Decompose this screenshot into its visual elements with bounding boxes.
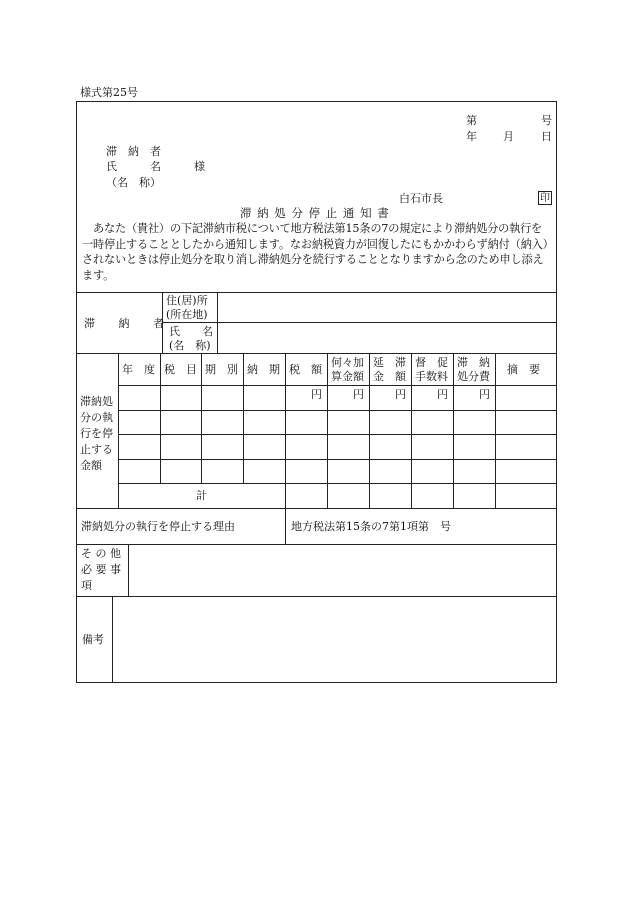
divider: [160, 353, 161, 483]
addressee-line3: （名 称）: [106, 176, 161, 189]
divider: [76, 508, 557, 509]
header-surcharge-1: 何々加: [331, 356, 364, 369]
date-day: 日: [541, 130, 552, 143]
other-label-3: 項: [81, 579, 92, 592]
unit-yen: 円: [353, 388, 364, 401]
amount-side-label-2: 分の執: [80, 411, 113, 424]
notice-body: あなた（貴社）の下記滞納市税について地方税法第15条の7の規定により滞納処分の執行を一時停止することとしたから通知します。なお納税資力が回復したにもかかわらず納付（納入）されないときは停止処分を取り消し滞納処分を続行することとなりますから念のため申し添えます。: [82, 222, 548, 282]
date-year: 年: [466, 130, 477, 143]
header-remarks: 摘 要: [507, 363, 540, 376]
name-label-1: 氏 名: [169, 325, 213, 338]
header-tax-item: 税 目: [164, 363, 197, 376]
header-delinquency-2: 金 額: [373, 370, 406, 383]
divider: [453, 353, 454, 508]
divider: [118, 483, 557, 484]
divider: [243, 353, 244, 483]
number-label-left: 第: [466, 114, 477, 127]
seal-icon: 印: [540, 193, 550, 204]
divider: [128, 544, 129, 596]
divider: [76, 292, 557, 293]
remarks-label: 備考: [82, 633, 104, 646]
unit-yen: 円: [395, 388, 406, 401]
divider: [76, 353, 557, 354]
amount-side-label-4: 止する: [80, 443, 113, 456]
amount-side-label-3: 行を停: [80, 427, 113, 440]
unit-yen: 円: [479, 388, 490, 401]
reason-label: 滞納処分の執行を停止する理由: [81, 520, 235, 533]
other-label-1: そ の 他: [81, 547, 121, 560]
divider: [76, 596, 557, 597]
divider: [369, 353, 370, 508]
header-disposition-cost-1: 滞 納: [457, 356, 490, 369]
form-number: 様式第25号: [80, 86, 138, 99]
divider: [217, 292, 218, 353]
document-title: 滞 納 処 分 停 止 通 知 書: [240, 206, 390, 220]
header-delinquency-1: 延 滞: [373, 356, 406, 369]
address-label-2: (所在地): [166, 308, 208, 321]
date-month: 月: [503, 130, 514, 143]
other-label-2: 必 要 事: [81, 563, 121, 576]
issuer-name: 白石市長: [399, 192, 443, 205]
name-label-2: (名 称): [169, 339, 211, 352]
header-disposition-cost-2: 処分費: [457, 370, 490, 383]
header-tax-amount: 税 額: [289, 363, 322, 376]
divider: [118, 434, 557, 435]
divider: [118, 353, 119, 508]
divider: [285, 508, 286, 544]
header-fiscal-year: 年 度: [122, 363, 155, 376]
divider: [118, 410, 557, 411]
header-due-date: 納 期: [247, 363, 280, 376]
divider: [118, 385, 557, 386]
unit-yen: 円: [437, 388, 448, 401]
divider: [285, 353, 286, 508]
divider: [411, 353, 412, 508]
address-label-1: 住(居)所: [166, 294, 208, 307]
header-reminder-fee-2: 手数料: [415, 370, 448, 383]
addressee-line2: 氏 名 様: [106, 160, 205, 173]
reason-value: 地方税法第15条の7第1項第 号: [291, 520, 451, 533]
taxpayer-label: 滞 納 者: [84, 317, 165, 330]
amount-side-label-5: 金額: [80, 459, 102, 472]
divider: [76, 544, 557, 545]
divider: [112, 596, 113, 683]
divider: [118, 459, 557, 460]
amount-side-label-1: 滞納処: [80, 395, 113, 408]
divider: [201, 353, 202, 483]
total-label: 計: [196, 489, 207, 502]
divider: [327, 353, 328, 508]
number-label-right: 号: [541, 114, 552, 127]
divider: [162, 322, 557, 323]
addressee-line1: 滞 納 者: [106, 145, 161, 158]
header-period: 期 別: [205, 363, 238, 376]
unit-yen: 円: [311, 388, 322, 401]
header-surcharge-2: 算金額: [331, 370, 364, 383]
divider: [495, 353, 496, 508]
header-reminder-fee-1: 督 促: [415, 356, 448, 369]
